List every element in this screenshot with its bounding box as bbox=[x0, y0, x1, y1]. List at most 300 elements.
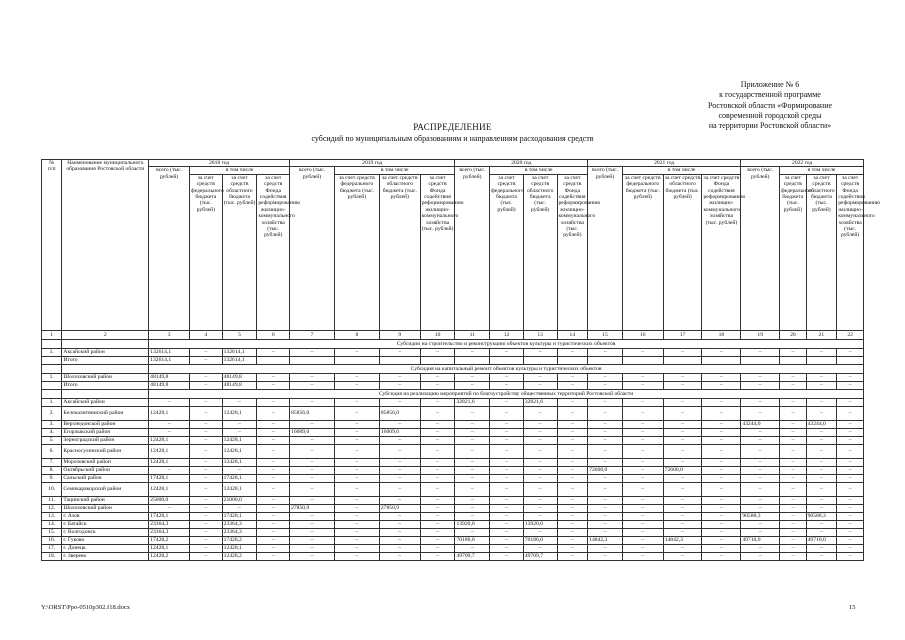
row-value-cell: – bbox=[379, 528, 420, 536]
row-value-cell: 12428,2 bbox=[149, 552, 190, 560]
row-value-cell: – bbox=[780, 528, 807, 536]
row-value-cell: – bbox=[455, 348, 490, 356]
section-title: Субсидия на капитальный ремонт объектов культуры и туристических объектов bbox=[149, 364, 864, 373]
row-value-cell: – bbox=[837, 544, 864, 552]
row-value-cell: – bbox=[420, 496, 455, 504]
row-number: 12. bbox=[42, 504, 62, 512]
column-number: 10 bbox=[420, 330, 455, 339]
row-value-cell: – bbox=[334, 552, 379, 560]
row-value-cell: – bbox=[663, 406, 702, 420]
row-value-cell: 12428,1 bbox=[222, 444, 257, 458]
row-value-cell: – bbox=[837, 458, 864, 466]
row-value-cell: – bbox=[806, 428, 837, 436]
header-fund: за счет средств Фонда содействия реформированию жилищно-коммунального хозяйства (тыс. рублей) bbox=[557, 174, 588, 330]
row-value-cell: – bbox=[257, 528, 290, 536]
row-value-cell: – bbox=[588, 512, 623, 520]
row-value-cell bbox=[588, 356, 623, 364]
row-value-cell: – bbox=[741, 458, 780, 466]
row-value-cell: – bbox=[379, 420, 420, 428]
row-value-cell: – bbox=[420, 512, 455, 520]
row-value-cell: – bbox=[490, 381, 524, 389]
row-value-cell: – bbox=[837, 512, 864, 520]
row-value-cell: 23364,3 bbox=[149, 520, 190, 528]
row-value-cell: – bbox=[622, 428, 663, 436]
row-value-cell: – bbox=[837, 428, 864, 436]
column-number: 1 bbox=[42, 330, 62, 339]
row-value-cell bbox=[379, 356, 420, 364]
row-value-cell: – bbox=[837, 381, 864, 389]
column-number: 19 bbox=[741, 330, 780, 339]
row-number: 3. bbox=[42, 420, 62, 428]
row-value-cell: 12428,1 bbox=[222, 406, 257, 420]
header-reg: за счет средств областного бюджета (тыс. рублей) bbox=[379, 174, 420, 330]
row-value-cell: – bbox=[806, 528, 837, 536]
row-value-cell: 27850,9 bbox=[290, 504, 335, 512]
row-value-cell: – bbox=[780, 428, 807, 436]
header-in-total: в том числе bbox=[190, 167, 290, 174]
row-value-cell: – bbox=[806, 406, 837, 420]
table-row bbox=[42, 381, 864, 389]
header-total: всего (тыс. рублей) bbox=[455, 167, 490, 330]
header-reg: за счет средств областного бюджета (тыс. рублей) bbox=[806, 174, 837, 330]
row-value-cell: – bbox=[523, 482, 557, 496]
header-fed: за счет средств федерального бюджета (тыс. рублей) bbox=[490, 174, 524, 330]
column-number: 4 bbox=[190, 330, 223, 339]
row-value-cell: – bbox=[557, 398, 588, 406]
column-number: 11 bbox=[455, 330, 490, 339]
row-value-cell: – bbox=[420, 428, 455, 436]
row-value-cell: – bbox=[490, 428, 524, 436]
row-value-cell: – bbox=[557, 420, 588, 428]
column-number: 21 bbox=[806, 330, 837, 339]
row-value-cell: – bbox=[588, 528, 623, 536]
table-row bbox=[42, 356, 864, 364]
table-row bbox=[42, 348, 864, 356]
table-row bbox=[42, 444, 864, 458]
row-municipality-name: г. Гуково bbox=[62, 536, 149, 544]
header-in-total: в том числе bbox=[334, 167, 454, 174]
row-number: 15. bbox=[42, 528, 62, 536]
row-value-cell: – bbox=[334, 504, 379, 512]
row-value-cell: – bbox=[588, 398, 623, 406]
row-value-cell: – bbox=[663, 444, 702, 458]
row-value-cell bbox=[455, 356, 490, 364]
row-value-cell: – bbox=[190, 458, 223, 466]
row-value-cell: – bbox=[702, 406, 741, 420]
row-value-cell: – bbox=[557, 474, 588, 482]
row-value-cell: – bbox=[557, 458, 588, 466]
row-value-cell: – bbox=[702, 536, 741, 544]
row-value-cell: – bbox=[257, 496, 290, 504]
row-value-cell: – bbox=[190, 398, 223, 406]
row-value-cell: – bbox=[523, 504, 557, 512]
row-value-cell: – bbox=[806, 482, 837, 496]
row-value-cell: – bbox=[190, 544, 223, 552]
row-value-cell: – bbox=[257, 520, 290, 528]
column-number: 9 bbox=[379, 330, 420, 339]
row-value-cell: – bbox=[420, 552, 455, 560]
footer-page-number: 15 bbox=[849, 604, 856, 611]
row-value-cell: – bbox=[190, 436, 223, 444]
row-value-cell: – bbox=[837, 406, 864, 420]
row-value-cell: – bbox=[702, 458, 741, 466]
row-value-cell: – bbox=[663, 552, 702, 560]
row-value-cell: – bbox=[490, 398, 524, 406]
table-row bbox=[42, 544, 864, 552]
row-value-cell: – bbox=[702, 474, 741, 482]
row-value-cell: 13920,0 bbox=[523, 520, 557, 528]
row-value-cell: – bbox=[523, 444, 557, 458]
row-value-cell: – bbox=[379, 373, 420, 381]
row-value-cell: – bbox=[557, 444, 588, 458]
row-value-cell: – bbox=[588, 504, 623, 512]
row-municipality-name: Морозовский район bbox=[62, 458, 149, 466]
row-value-cell: – bbox=[741, 474, 780, 482]
row-value-cell: – bbox=[420, 348, 455, 356]
row-value-cell bbox=[741, 356, 780, 364]
row-value-cell: – bbox=[420, 474, 455, 482]
row-value-cell bbox=[806, 356, 837, 364]
row-value-cell: – bbox=[490, 528, 524, 536]
row-value-cell: – bbox=[455, 381, 490, 389]
row-value-cell: – bbox=[588, 381, 623, 389]
row-value-cell: – bbox=[334, 466, 379, 474]
row-value-cell: – bbox=[622, 504, 663, 512]
row-value-cell: – bbox=[190, 348, 223, 356]
row-value-cell: – bbox=[622, 520, 663, 528]
table-row bbox=[42, 420, 864, 428]
row-value-cell: – bbox=[420, 536, 455, 544]
distribution-table bbox=[41, 159, 881, 561]
row-value-cell: – bbox=[290, 458, 335, 466]
row-value-cell: – bbox=[741, 428, 780, 436]
row-value-cell: – bbox=[290, 373, 335, 381]
row-value-cell: – bbox=[490, 406, 524, 420]
row-value-cell: 12428,2 bbox=[222, 552, 257, 560]
row-value-cell: – bbox=[455, 420, 490, 428]
header-reg: за счет средств областного бюджета (тыс. рублей) bbox=[222, 174, 257, 330]
row-value-cell: – bbox=[523, 381, 557, 389]
row-value-cell: – bbox=[622, 482, 663, 496]
row-value-cell: – bbox=[780, 444, 807, 458]
row-value-cell: – bbox=[257, 381, 290, 389]
row-value-cell: – bbox=[190, 466, 223, 474]
header-total: всего (тыс. рублей) bbox=[149, 167, 190, 330]
row-value-cell: 70186,0 bbox=[455, 536, 490, 544]
row-value-cell: – bbox=[379, 520, 420, 528]
row-value-cell: – bbox=[702, 528, 741, 536]
table-row bbox=[42, 482, 864, 496]
row-value-cell bbox=[334, 356, 379, 364]
row-value-cell: – bbox=[837, 552, 864, 560]
appendix-line: на территории Ростовской области» bbox=[708, 121, 832, 131]
row-value-cell: – bbox=[420, 528, 455, 536]
row-value-cell: 72600,0 bbox=[663, 466, 702, 474]
column-number: 7 bbox=[290, 330, 335, 339]
header-total: всего (тыс. рублей) bbox=[290, 167, 335, 330]
row-value-cell: – bbox=[806, 373, 837, 381]
row-value-cell: – bbox=[455, 406, 490, 420]
table-row bbox=[42, 552, 864, 560]
column-number: 22 bbox=[837, 330, 864, 339]
row-number: 6. bbox=[42, 444, 62, 458]
row-value-cell: – bbox=[741, 398, 780, 406]
row-value-cell: – bbox=[257, 466, 290, 474]
row-value-cell: 25000,0 bbox=[222, 496, 257, 504]
row-value-cell: – bbox=[702, 520, 741, 528]
row-value-cell: – bbox=[420, 458, 455, 466]
row-value-cell: – bbox=[490, 520, 524, 528]
row-value-cell: – bbox=[741, 466, 780, 474]
row-value-cell: – bbox=[490, 444, 524, 458]
row-value-cell: – bbox=[702, 420, 741, 428]
row-value-cell: – bbox=[588, 428, 623, 436]
row-value-cell: – bbox=[780, 536, 807, 544]
row-value-cell: – bbox=[379, 544, 420, 552]
column-number: 14 bbox=[557, 330, 588, 339]
column-number: 16 bbox=[622, 330, 663, 339]
row-value-cell: – bbox=[837, 420, 864, 428]
document-title: РАСПРЕДЕЛЕНИЕ bbox=[413, 122, 492, 132]
row-value-cell: – bbox=[523, 466, 557, 474]
section-row bbox=[42, 339, 864, 348]
row-value-cell: – bbox=[523, 474, 557, 482]
row-value-cell: – bbox=[663, 348, 702, 356]
row-value-cell: – bbox=[741, 444, 780, 458]
row-number: 7. bbox=[42, 458, 62, 466]
row-value-cell: – bbox=[622, 458, 663, 466]
appendix-line: Ростовской области «Формирование bbox=[707, 100, 833, 110]
table-row bbox=[42, 496, 864, 504]
row-value-cell: – bbox=[806, 348, 837, 356]
row-value-cell: – bbox=[837, 444, 864, 458]
row-value-cell: – bbox=[490, 348, 524, 356]
row-value-cell: – bbox=[334, 373, 379, 381]
row-value-cell: – bbox=[334, 381, 379, 389]
row-value-cell: 132614,1 bbox=[149, 356, 190, 364]
column-number: 18 bbox=[702, 330, 741, 339]
row-value-cell: – bbox=[420, 466, 455, 474]
row-value-cell: – bbox=[190, 504, 223, 512]
row-value-cell: – bbox=[420, 520, 455, 528]
header-fed: за счет средств федерального бюджета (тыс. рублей) bbox=[622, 174, 663, 330]
row-value-cell: – bbox=[257, 420, 290, 428]
row-value-cell: – bbox=[557, 496, 588, 504]
row-value-cell: – bbox=[257, 512, 290, 520]
header-fed: за счет средств федерального бюджета (тыс. рублей) bbox=[190, 174, 223, 330]
row-value-cell: 12428,1 bbox=[222, 482, 257, 496]
row-value-cell: – bbox=[420, 544, 455, 552]
row-value-cell: – bbox=[837, 436, 864, 444]
row-value-cell: – bbox=[622, 552, 663, 560]
row-value-cell: – bbox=[663, 420, 702, 428]
row-value-cell: – bbox=[837, 348, 864, 356]
row-value-cell: – bbox=[663, 528, 702, 536]
row-value-cell: – bbox=[588, 520, 623, 528]
row-value-cell: – bbox=[702, 348, 741, 356]
section-row bbox=[42, 389, 864, 398]
row-value-cell: – bbox=[557, 428, 588, 436]
section-empty-cell bbox=[42, 364, 62, 373]
row-value-cell: – bbox=[622, 348, 663, 356]
row-value-cell: – bbox=[806, 444, 837, 458]
row-value-cell: – bbox=[334, 436, 379, 444]
row-value-cell: – bbox=[455, 466, 490, 474]
table-row bbox=[42, 428, 864, 436]
row-value-cell: – bbox=[222, 466, 257, 474]
row-value-cell: – bbox=[806, 474, 837, 482]
row-value-cell: – bbox=[663, 544, 702, 552]
row-value-cell: – bbox=[257, 482, 290, 496]
row-value-cell: – bbox=[663, 458, 702, 466]
row-value-cell bbox=[837, 356, 864, 364]
row-value-cell: – bbox=[622, 466, 663, 474]
row-number: 5. bbox=[42, 436, 62, 444]
row-value-cell: – bbox=[622, 528, 663, 536]
row-value-cell: – bbox=[190, 552, 223, 560]
row-value-cell: – bbox=[837, 520, 864, 528]
row-value-cell: – bbox=[588, 482, 623, 496]
row-value-cell: – bbox=[588, 474, 623, 482]
row-value-cell: – bbox=[663, 474, 702, 482]
row-value-cell: 17428,1 bbox=[222, 474, 257, 482]
row-value-cell: 17428,1 bbox=[149, 474, 190, 482]
column-number: 2 bbox=[62, 330, 149, 339]
row-value-cell: – bbox=[257, 436, 290, 444]
row-value-cell: – bbox=[557, 536, 588, 544]
row-value-cell: – bbox=[257, 406, 290, 420]
row-value-cell: 48149,8 bbox=[149, 381, 190, 389]
column-number: 15 bbox=[588, 330, 623, 339]
row-value-cell: – bbox=[622, 436, 663, 444]
row-value-cell: – bbox=[622, 544, 663, 552]
row-value-cell: 23364,3 bbox=[222, 520, 257, 528]
row-value-cell: 12428,1 bbox=[222, 458, 257, 466]
row-value-cell: – bbox=[290, 496, 335, 504]
row-value-cell: – bbox=[588, 552, 623, 560]
row-value-cell: – bbox=[190, 444, 223, 458]
row-municipality-name: Шолоховский район bbox=[62, 373, 149, 381]
header-fed: за счет средств федерального бюджета (тыс. рублей) bbox=[334, 174, 379, 330]
row-value-cell: – bbox=[190, 528, 223, 536]
row-value-cell: – bbox=[379, 436, 420, 444]
table-row bbox=[42, 512, 864, 520]
header-reg: за счет средств областного бюджета (тыс. рублей) bbox=[663, 174, 702, 330]
row-value-cell: – bbox=[490, 482, 524, 496]
section-title: Субсидия на реализацию мероприятий по благоустройству общественных территорий Ростовской области bbox=[149, 389, 864, 398]
row-value-cell: – bbox=[780, 458, 807, 466]
row-value-cell: – bbox=[257, 474, 290, 482]
row-value-cell: 14842,3 bbox=[588, 536, 623, 544]
row-value-cell: 23364,3 bbox=[222, 528, 257, 536]
row-value-cell: – bbox=[523, 512, 557, 520]
row-value-cell: – bbox=[523, 373, 557, 381]
row-number: 4. bbox=[42, 428, 62, 436]
row-value-cell: – bbox=[490, 458, 524, 466]
row-value-cell: – bbox=[588, 444, 623, 458]
row-value-cell: – bbox=[149, 466, 190, 474]
row-value-cell: 90588,3 bbox=[806, 512, 837, 520]
table-row bbox=[42, 504, 864, 512]
row-value-cell: – bbox=[379, 552, 420, 560]
row-value-cell: 85856,0 bbox=[379, 406, 420, 420]
row-value-cell: – bbox=[588, 406, 623, 420]
row-value-cell: – bbox=[290, 482, 335, 496]
row-value-cell: – bbox=[190, 373, 223, 381]
row-municipality-name: Верхнедонской район bbox=[62, 420, 149, 428]
row-municipality-name: Егорлыкский район bbox=[62, 428, 149, 436]
row-value-cell: – bbox=[190, 520, 223, 528]
row-value-cell: – bbox=[557, 520, 588, 528]
row-value-cell: – bbox=[379, 536, 420, 544]
row-value-cell: – bbox=[663, 512, 702, 520]
row-value-cell: – bbox=[806, 381, 837, 389]
row-value-cell: – bbox=[741, 552, 780, 560]
row-value-cell: – bbox=[806, 398, 837, 406]
row-value-cell: – bbox=[190, 381, 223, 389]
row-value-cell: – bbox=[420, 381, 455, 389]
row-value-cell: – bbox=[290, 544, 335, 552]
column-number: 20 bbox=[780, 330, 807, 339]
row-value-cell: 48149,8 bbox=[222, 373, 257, 381]
row-value-cell: – bbox=[622, 420, 663, 428]
row-value-cell: 132614,1 bbox=[222, 348, 257, 356]
row-value-cell: – bbox=[780, 496, 807, 504]
row-value-cell: – bbox=[455, 474, 490, 482]
row-value-cell: – bbox=[622, 444, 663, 458]
row-value-cell bbox=[557, 356, 588, 364]
row-value-cell: – bbox=[588, 420, 623, 428]
header-in-total: в том числе bbox=[490, 167, 588, 174]
row-value-cell: – bbox=[490, 373, 524, 381]
row-value-cell: – bbox=[622, 381, 663, 389]
row-value-cell: – bbox=[837, 528, 864, 536]
row-value-cell: – bbox=[663, 381, 702, 389]
row-value-cell: – bbox=[334, 458, 379, 466]
row-value-cell bbox=[780, 356, 807, 364]
table-row bbox=[42, 466, 864, 474]
row-value-cell: – bbox=[490, 504, 524, 512]
row-value-cell: – bbox=[741, 373, 780, 381]
row-municipality-name: г. Азов bbox=[62, 512, 149, 520]
row-value-cell: – bbox=[806, 458, 837, 466]
row-municipality-name: Сальский район bbox=[62, 474, 149, 482]
row-value-cell: – bbox=[702, 504, 741, 512]
row-value-cell: 12428,1 bbox=[149, 482, 190, 496]
row-value-cell: – bbox=[557, 552, 588, 560]
row-value-cell: – bbox=[557, 482, 588, 496]
row-value-cell: – bbox=[379, 444, 420, 458]
row-value-cell: – bbox=[257, 428, 290, 436]
row-value-cell: – bbox=[523, 420, 557, 428]
section-empty-cell bbox=[42, 339, 62, 348]
row-value-cell: – bbox=[806, 496, 837, 504]
row-value-cell: – bbox=[379, 474, 420, 482]
row-value-cell: – bbox=[806, 436, 837, 444]
row-value-cell: – bbox=[523, 528, 557, 536]
row-number: 1. bbox=[42, 348, 62, 356]
row-value-cell: 90588,3 bbox=[741, 512, 780, 520]
row-value-cell: – bbox=[741, 544, 780, 552]
row-value-cell: – bbox=[257, 458, 290, 466]
row-value-cell: – bbox=[334, 528, 379, 536]
row-value-cell: 12428,1 bbox=[149, 444, 190, 458]
row-value-cell bbox=[702, 356, 741, 364]
row-value-cell: – bbox=[455, 458, 490, 466]
table-row bbox=[42, 458, 864, 466]
row-value-cell: – bbox=[420, 398, 455, 406]
table-row bbox=[42, 536, 864, 544]
